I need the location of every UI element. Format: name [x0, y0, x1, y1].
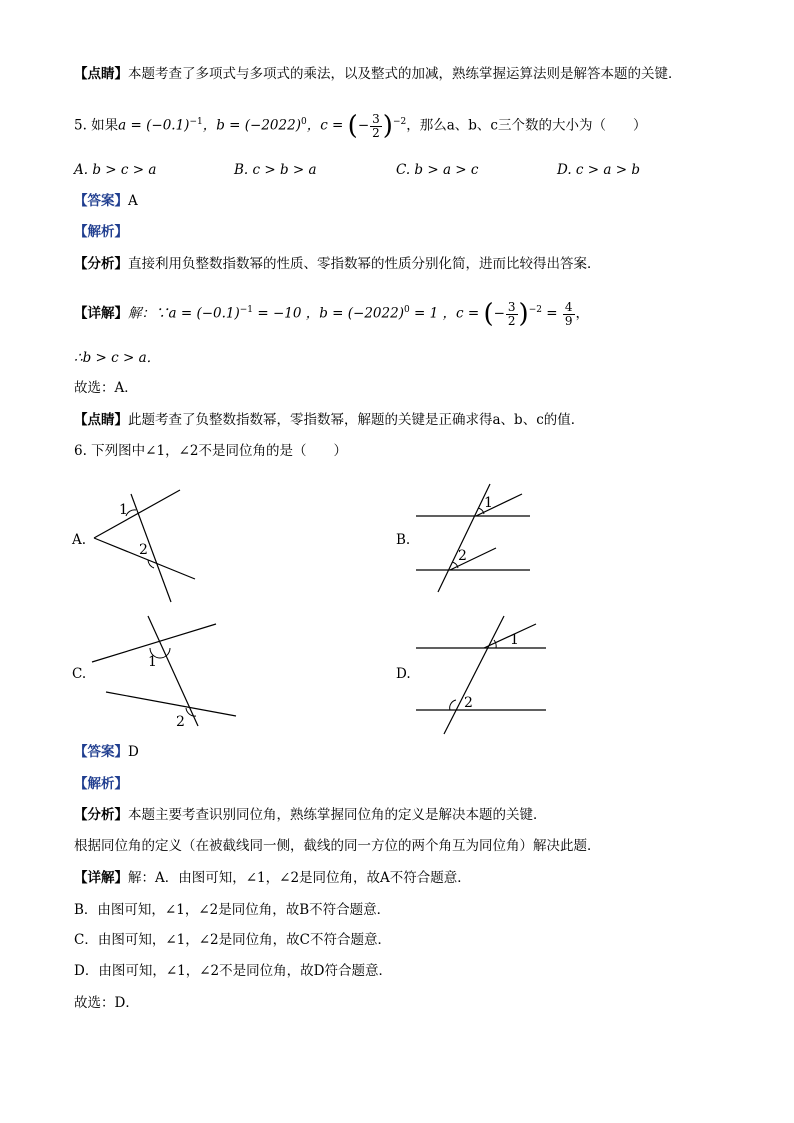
q6-detail-c: C．由图可知，∠1，∠2是同位角，故C不符合题意． — [74, 932, 391, 948]
q5-therefore: ∴b > c > a． — [74, 350, 161, 366]
top-note — [74, 64, 682, 84]
q6-stem: 6. 下列图中∠1，∠2不是同位角的是（ ） — [74, 443, 347, 459]
q5-stem: 5. 如果$a = (-0.1)^{-1}$，$b = (-2022)^0$，c = (− $\frac{3}{2}$ )$^{-2}$，那么a、b、c三个数的大小为（ ） — [74, 111, 647, 141]
figure-c-label: C. — [72, 666, 87, 682]
figure-c — [88, 612, 240, 732]
jiexi-tag: 【解析】 — [74, 224, 128, 240]
note-text: 本题考查了多项式与多项式的乘法，以及整式的加减，熟练掌握运算法则是解答本题的关键． — [128, 66, 682, 82]
detail-tag: 【详解】 — [74, 305, 128, 322]
analysis-text: 直接利用负整数指数幂的性质、零指数幂的性质分别化简，进而比较得出答案． — [128, 256, 601, 272]
angle-2-label: 2 — [464, 695, 473, 711]
note-tag: 【点睛】 — [74, 412, 128, 428]
detail-result-fraction: $\frac{4}{9}$ — [564, 299, 573, 328]
q5-choose: 故选：A． — [74, 380, 138, 396]
q5-b-expr: ，b = (−2022) — [202, 117, 301, 134]
angle-1-label: 1 — [119, 502, 128, 518]
figure-d-label: D. — [396, 666, 411, 682]
angle-1-label: 1 — [510, 632, 519, 648]
q6-detail-b: B．由图可知，∠1，∠2是同位角，故B不符合题意． — [74, 902, 391, 918]
note-text: 此题考查了负整数指数幂，零指数幂，解题的关键是正确求得a、b、c的值． — [128, 412, 585, 428]
q5-c-fraction: $\frac{3}{2}$ — [372, 111, 380, 140]
q5-tail: ，那么a、b、c三个数的大小为（ ） — [406, 117, 647, 134]
q5-option-d: D. c > a > b — [557, 162, 640, 178]
figure-a — [88, 482, 208, 606]
detail-lead: 解：∵a = (−0.1) — [128, 305, 240, 322]
detail-c-fraction: $\frac{3}{2}$ — [507, 299, 516, 328]
q5-option-b: B. c > b > a — [234, 162, 317, 178]
detail-tag: 【详解】 — [74, 870, 128, 886]
figure-a-label: A. — [72, 532, 87, 548]
q5-jiexi — [74, 222, 128, 242]
figure-b — [412, 480, 537, 595]
q6-rule: 根据同位角的定义（在被截线同一侧，截线的同一方位的两个角互为同位角）解决此题． — [74, 838, 601, 854]
q5-a-expr: a = (−0.1) — [118, 117, 190, 134]
answer-value: D — [128, 744, 139, 760]
detail-a-val: = −10 ，b = (−2022) — [253, 305, 404, 322]
q5-number: 5. 如果 — [74, 117, 119, 134]
q6-jiexi — [74, 774, 128, 794]
q6-detail-a — [74, 868, 471, 888]
q5-c-exp: −2 — [392, 117, 407, 127]
q5-b-exp: 0 — [300, 117, 307, 127]
q6-analysis — [74, 805, 547, 825]
q5-a-exp: −1 — [189, 117, 203, 127]
detail-b-exp: 0 — [403, 305, 410, 315]
figure-b-label: B. — [396, 532, 411, 548]
note-tag: 【点睛】 — [74, 66, 128, 82]
angle-2-label: 2 — [139, 542, 148, 558]
detail-end: ， — [575, 305, 590, 322]
angle-1-label: 1 — [484, 495, 493, 511]
analysis-text: 本题主要考查识别同位角，熟练掌握同位角的定义是解决本题的关键． — [128, 807, 547, 823]
q5-detail: 【详解】解：∵a = $(-0.1)^{-1} = -10$ ，$b = (-2022)^0 = 1$ ，c = (− $\frac{3}{2}$ )$^{-2}$ = $\frac{4}{9}$ ， — [74, 299, 590, 329]
q5-c-prefix: ，c = — [306, 117, 348, 134]
q5-note — [74, 410, 584, 430]
answer-tag: 【答案】 — [74, 744, 128, 760]
detail-a-exp: −1 — [239, 305, 254, 315]
q5-option-c: C. b > a > c — [396, 162, 479, 178]
angle-2-label: 2 — [176, 714, 185, 730]
angle-2-label: 2 — [458, 548, 467, 564]
q5-option-a: A. b > c > a — [74, 162, 157, 178]
detail-line-a: 解：A．由图可知，∠1，∠2是同位角，故A不符合题意． — [128, 870, 471, 886]
analysis-tag: 【分析】 — [74, 256, 128, 272]
analysis-tag: 【分析】 — [74, 807, 128, 823]
q6-answer — [74, 742, 139, 762]
figure-d — [412, 612, 550, 737]
detail-eq: = — [541, 305, 562, 322]
detail-c-exp: −2 — [528, 305, 542, 315]
answer-value: A — [128, 193, 138, 209]
angle-1-label: 1 — [148, 654, 157, 670]
jiexi-tag: 【解析】 — [74, 776, 128, 792]
q6-choose: 故选：D． — [74, 995, 139, 1011]
q5-analysis — [74, 254, 601, 274]
answer-tag: 【答案】 — [74, 193, 128, 209]
q5-answer — [74, 191, 138, 211]
detail-b-val: = 1 ，c = — [409, 305, 484, 322]
q6-detail-d: D．由图可知，∠1，∠2不是同位角，故D符合题意． — [74, 963, 392, 979]
